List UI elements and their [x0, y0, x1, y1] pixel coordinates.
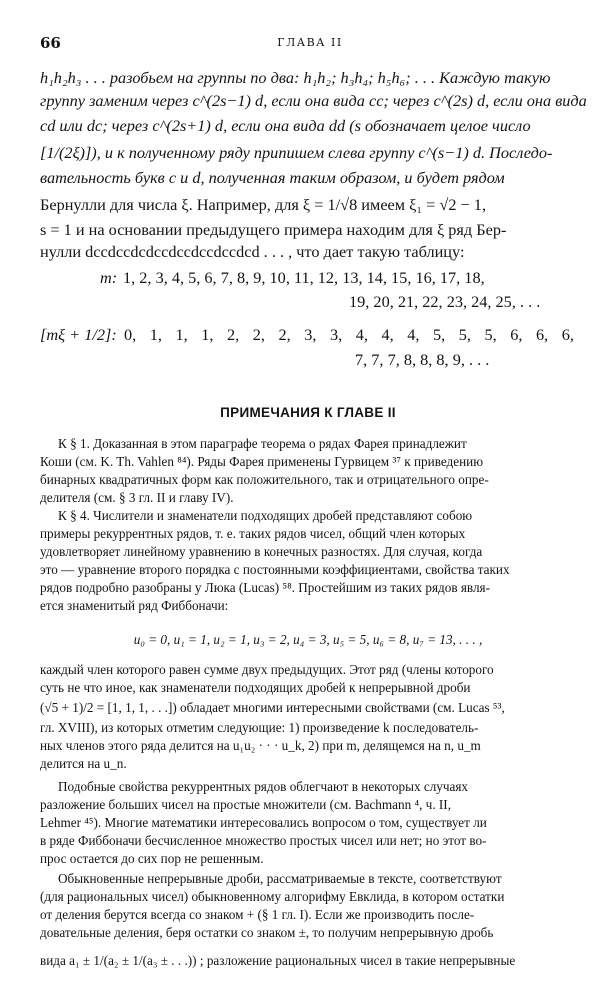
note-line-21: прос остается до сих пор не решенным. [40, 851, 264, 866]
page-number: 66 [40, 34, 61, 52]
note-line-6: примеры рекуррентных рядов, т. е. таких рядов чисел, общий член которых [40, 526, 466, 541]
fibonacci-sequence: u₀ = 0, u₁ = 1, u₂ = 1, u₃ = 2, u₄ = 3, u₅ = 5, u₆ = 8, u₇ = 13, . . . , [133, 632, 483, 647]
note-line-3: бинарных квадратичных форм как положительного, так и отрицательного опре- [40, 472, 489, 487]
note-line-23: (для рациональных чисел) обыкновенному алгорифму Евклида, в котором остатки [40, 889, 505, 904]
running-title: ГЛАВА II [277, 36, 343, 49]
body-line-3: cd или dc; через c^(2s+1) d, если она вида dd (s обозначает целое число [40, 116, 531, 135]
page-header [40, 34, 580, 54]
note-line-11: каждый член которого равен сумме двух предыдущих. Этот ряд (члены которого [40, 662, 494, 677]
body-line-2: группу заменим через c^(2s−1) d, если она вида cc; через c^(2s) d, если она вида [40, 91, 587, 110]
note-line-4: делителя (см. § 3 гл. II и главу IV). [40, 490, 234, 505]
note-line-18: разложение больших чисел на простые множители (см. Bachmann ⁴, ч. II, [40, 797, 451, 812]
note-line-8: это — уравнение второго порядка с постоянными коэффициентами, свойства таких [40, 562, 510, 577]
note-line-5: К § 4. Числители и знаменатели подходящих дробей представляют собою [58, 508, 473, 523]
note-line-22: Обыкновенные непрерывные дроби, рассматриваемые в тексте, соответствуют [58, 871, 502, 886]
note-line-2: Коши (см. K. Th. Vahlen ⁸⁴). Ряды Фарея применены Гурвицем ³⁷ к приведению [40, 454, 484, 469]
body-line-8: нулли dccdccdcdccdccdccdccdcd . . . , что дает такую таблицу: [40, 242, 465, 261]
body-line-7: s = 1 и на основании предыдущего примера находим для ξ ряд Бер- [40, 220, 507, 239]
body-line-6: Бернулли для числа ξ. Например, для ξ = 1/√8 имеем ξ₁ = √2 − 1, [40, 195, 487, 214]
notes-heading: ПРИМЕЧАНИЯ К ГЛАВЕ II [220, 405, 396, 420]
note-line-10: ется знаменитый ряд Фиббоначи: [40, 598, 229, 613]
table-m-label: m: [100, 268, 118, 287]
table-floor-row-2: 7, 7, 7, 8, 8, 8, 9, . . . [355, 350, 490, 369]
note-line-26: вида a₁ ± 1/(a₂ ± 1/(a₃ ± . . .)) ; разложение рациональных чисел в такие непрерывные [40, 953, 516, 968]
note-line-14: гл. XVIII), из которых отметим следующие: 1) произведение k последователь- [40, 720, 479, 735]
body-line-1: h₁h₂h₃ . . . разобьем на группы по два: h₁h₂; h₃h₄; h₅h₆; . . . Каждую такую [40, 68, 551, 87]
table-m-row-1: 1, 2, 3, 4, 5, 6, 7, 8, 9, 10, 11, 12, 13, 14, 15, 16, 17, 18, [123, 268, 485, 287]
note-line-15: ных членов этого ряда делится на u₁u₂ · · · u_k, 2) при m, делящемся на n, u_m [40, 738, 481, 753]
note-line-1: К § 1. Доказанная в этом параграфе теорема о рядах Фарея принадлежит [58, 436, 467, 451]
body-line-4: [1/(2ξ)]), и к полученному ряду припишем слева группу c^(s−1) d. Последо- [40, 143, 553, 162]
note-line-19: Lehmer ⁴⁵). Многие математики интересовались вопросом о том, существует ли [40, 815, 487, 830]
note-line-20: в ряде Фиббоначи бесчисленное множество простых чисел или нет; но этот во- [40, 833, 487, 848]
table-floor-row-1: 0, 1, 1, 1, 2, 2, 2, 3, 3, 4, 4, 4, 5, 5, 5, 6, 6, 6, [124, 325, 574, 344]
body-line-5: вательность букв c и d, полученная таким образом, и будет рядом [40, 168, 505, 187]
note-line-13: (√5 + 1)/2 = [1, 1, 1, . . .]) обладает многими интересными свойствами (см. Lucas ⁵³, [40, 700, 505, 715]
note-line-16: делится на u_n. [40, 756, 127, 771]
note-line-9: рядов подробно разобраны у Люка (Lucas) ⁵⁸. Простейшим из таких рядов явля- [40, 580, 491, 595]
note-line-25: довательные деления, беря остатки со знаком ±, то получим непрерывную дробь [40, 925, 494, 940]
note-line-17: Подобные свойства рекуррентных рядов облегчают в некоторых случаях [58, 779, 469, 794]
note-line-7: удовлетворяет линейному уравнению в конечных разностях. Для случая, когда [40, 544, 483, 559]
table-m-row-2: 19, 20, 21, 22, 23, 24, 25, . . . [349, 292, 541, 311]
note-line-12: суть не что иное, как знаменатели подходящих дробей к непрерывной дроби [40, 680, 471, 695]
table-floor-label: [mξ + 1/2]: [40, 325, 117, 344]
note-line-24: от деления берутся всегда со знаком + (§ 1 гл. I). Если же производить после- [40, 907, 475, 922]
